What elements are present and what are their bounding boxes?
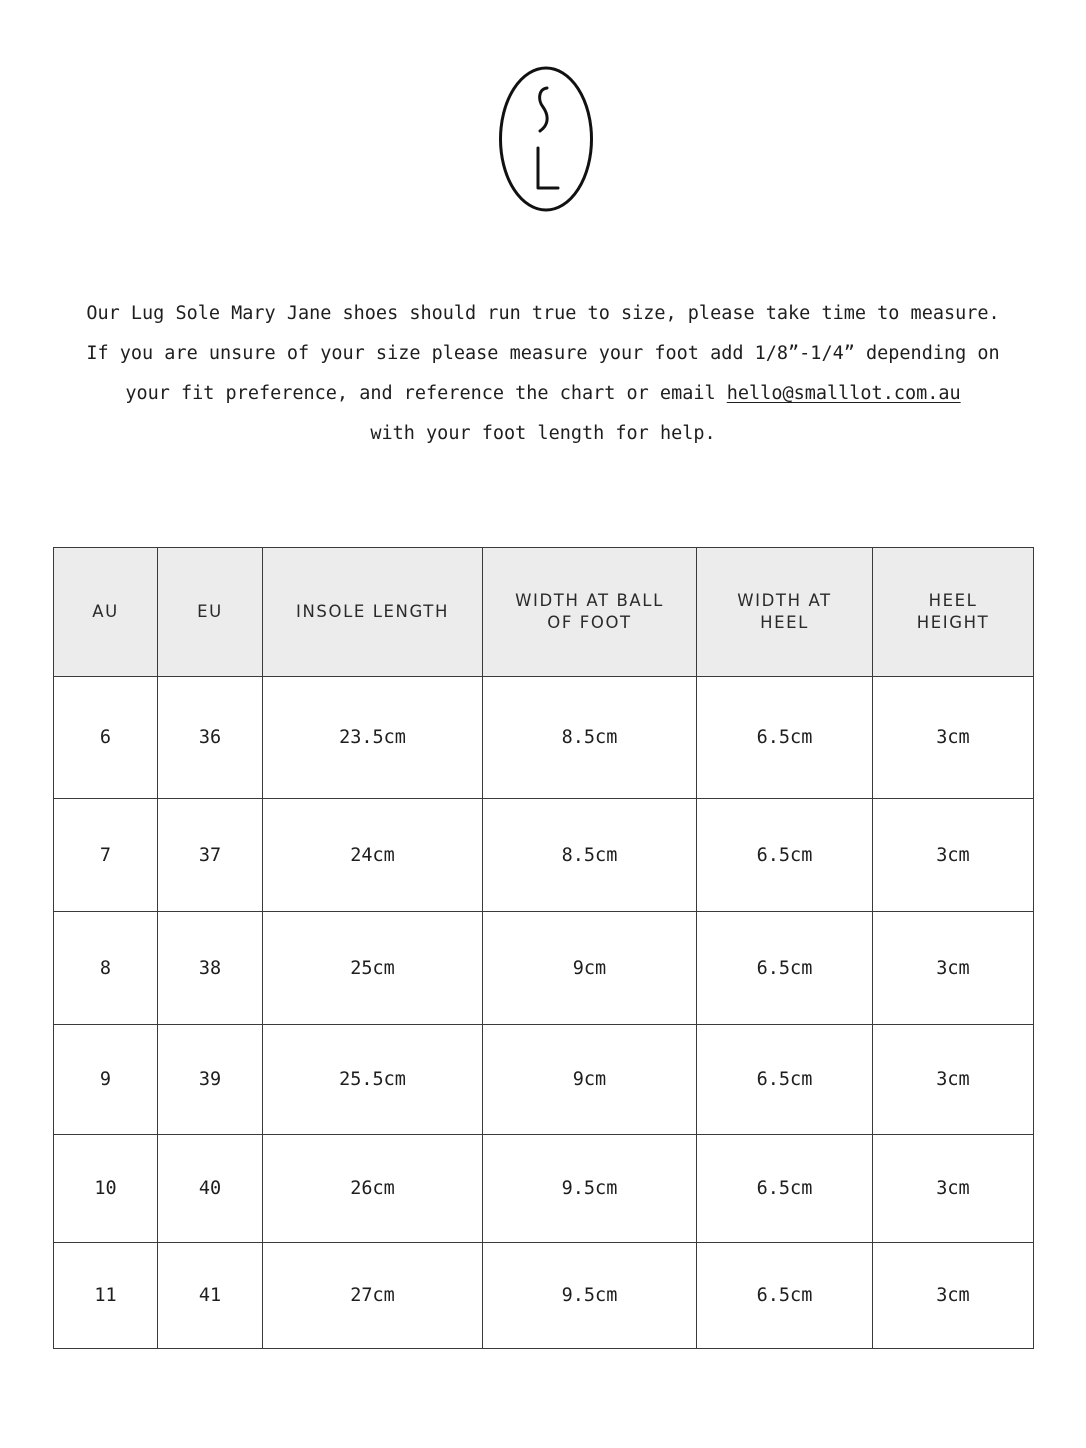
cell-eu: 39	[158, 1025, 263, 1135]
table-header-row	[54, 548, 1034, 677]
cell-au: 11	[54, 1243, 158, 1349]
cell-width-heel: 6.5cm	[697, 1243, 873, 1349]
cell-width-ball: 9cm	[483, 912, 697, 1025]
brand-logo	[498, 64, 594, 214]
cell-heel-height: 3cm	[873, 1025, 1034, 1135]
cell-insole-length: 23.5cm	[263, 677, 483, 799]
intro-line-2: If you are unsure of your size please measure your foot add 1/8”-1/4” depending on	[86, 343, 1000, 364]
table-row	[54, 677, 1034, 799]
table-row	[54, 799, 1034, 912]
cell-insole-length: 25cm	[263, 912, 483, 1025]
cell-heel-height: 3cm	[873, 677, 1034, 799]
intro-line-3	[60, 374, 1026, 414]
table-row	[54, 912, 1034, 1025]
size-chart-table	[53, 547, 1034, 1349]
cell-width-heel: 6.5cm	[697, 1135, 873, 1243]
header-width-at-heel: WIDTH AT HEEL	[697, 548, 873, 677]
cell-width-ball: 8.5cm	[483, 677, 697, 799]
cell-width-heel: 6.5cm	[697, 912, 873, 1025]
cell-width-heel: 6.5cm	[697, 677, 873, 799]
cell-heel-height: 3cm	[873, 1243, 1034, 1349]
header-eu: EU	[158, 548, 263, 677]
cell-heel-height: 3cm	[873, 912, 1034, 1025]
cell-eu: 41	[158, 1243, 263, 1349]
cell-insole-length: 26cm	[263, 1135, 483, 1243]
email-link[interactable]: hello@smalllot.com.au	[726, 383, 961, 404]
cell-au: 6	[54, 677, 158, 799]
table-row	[54, 1135, 1034, 1243]
header-insole-length: INSOLE LENGTH	[263, 548, 483, 677]
header-width-at-ball-of-foot: WIDTH AT BALL OF FOOT	[483, 548, 697, 677]
cell-heel-height: 3cm	[873, 799, 1034, 912]
cell-width-ball: 9.5cm	[483, 1243, 697, 1349]
cell-au: 7	[54, 799, 158, 912]
header-heel-height: HEEL HEIGHT	[873, 548, 1034, 677]
cell-au: 9	[54, 1025, 158, 1135]
intro-line-3-prefix: your fit preference, and reference the chart or email	[125, 383, 716, 404]
cell-insole-length: 25.5cm	[263, 1025, 483, 1135]
intro-text	[60, 294, 1026, 454]
cell-width-ball: 8.5cm	[483, 799, 697, 912]
header-au: AU	[54, 548, 158, 677]
cell-width-ball: 9.5cm	[483, 1135, 697, 1243]
cell-width-heel: 6.5cm	[697, 799, 873, 912]
table-row	[54, 1025, 1034, 1135]
cell-eu: 40	[158, 1135, 263, 1243]
cell-eu: 38	[158, 912, 263, 1025]
cell-eu: 36	[158, 677, 263, 799]
cell-width-heel: 6.5cm	[697, 1025, 873, 1135]
cell-insole-length: 24cm	[263, 799, 483, 912]
cell-heel-height: 3cm	[873, 1135, 1034, 1243]
sl-logo-icon	[498, 64, 594, 214]
table-row	[54, 1243, 1034, 1349]
cell-width-ball: 9cm	[483, 1025, 697, 1135]
cell-eu: 37	[158, 799, 263, 912]
cell-au: 10	[54, 1135, 158, 1243]
intro-line-4: with your foot length for help.	[370, 423, 716, 444]
cell-au: 8	[54, 912, 158, 1025]
intro-line-1: Our Lug Sole Mary Jane shoes should run true to size, please take time to measure.	[86, 303, 1000, 324]
cell-insole-length: 27cm	[263, 1243, 483, 1349]
